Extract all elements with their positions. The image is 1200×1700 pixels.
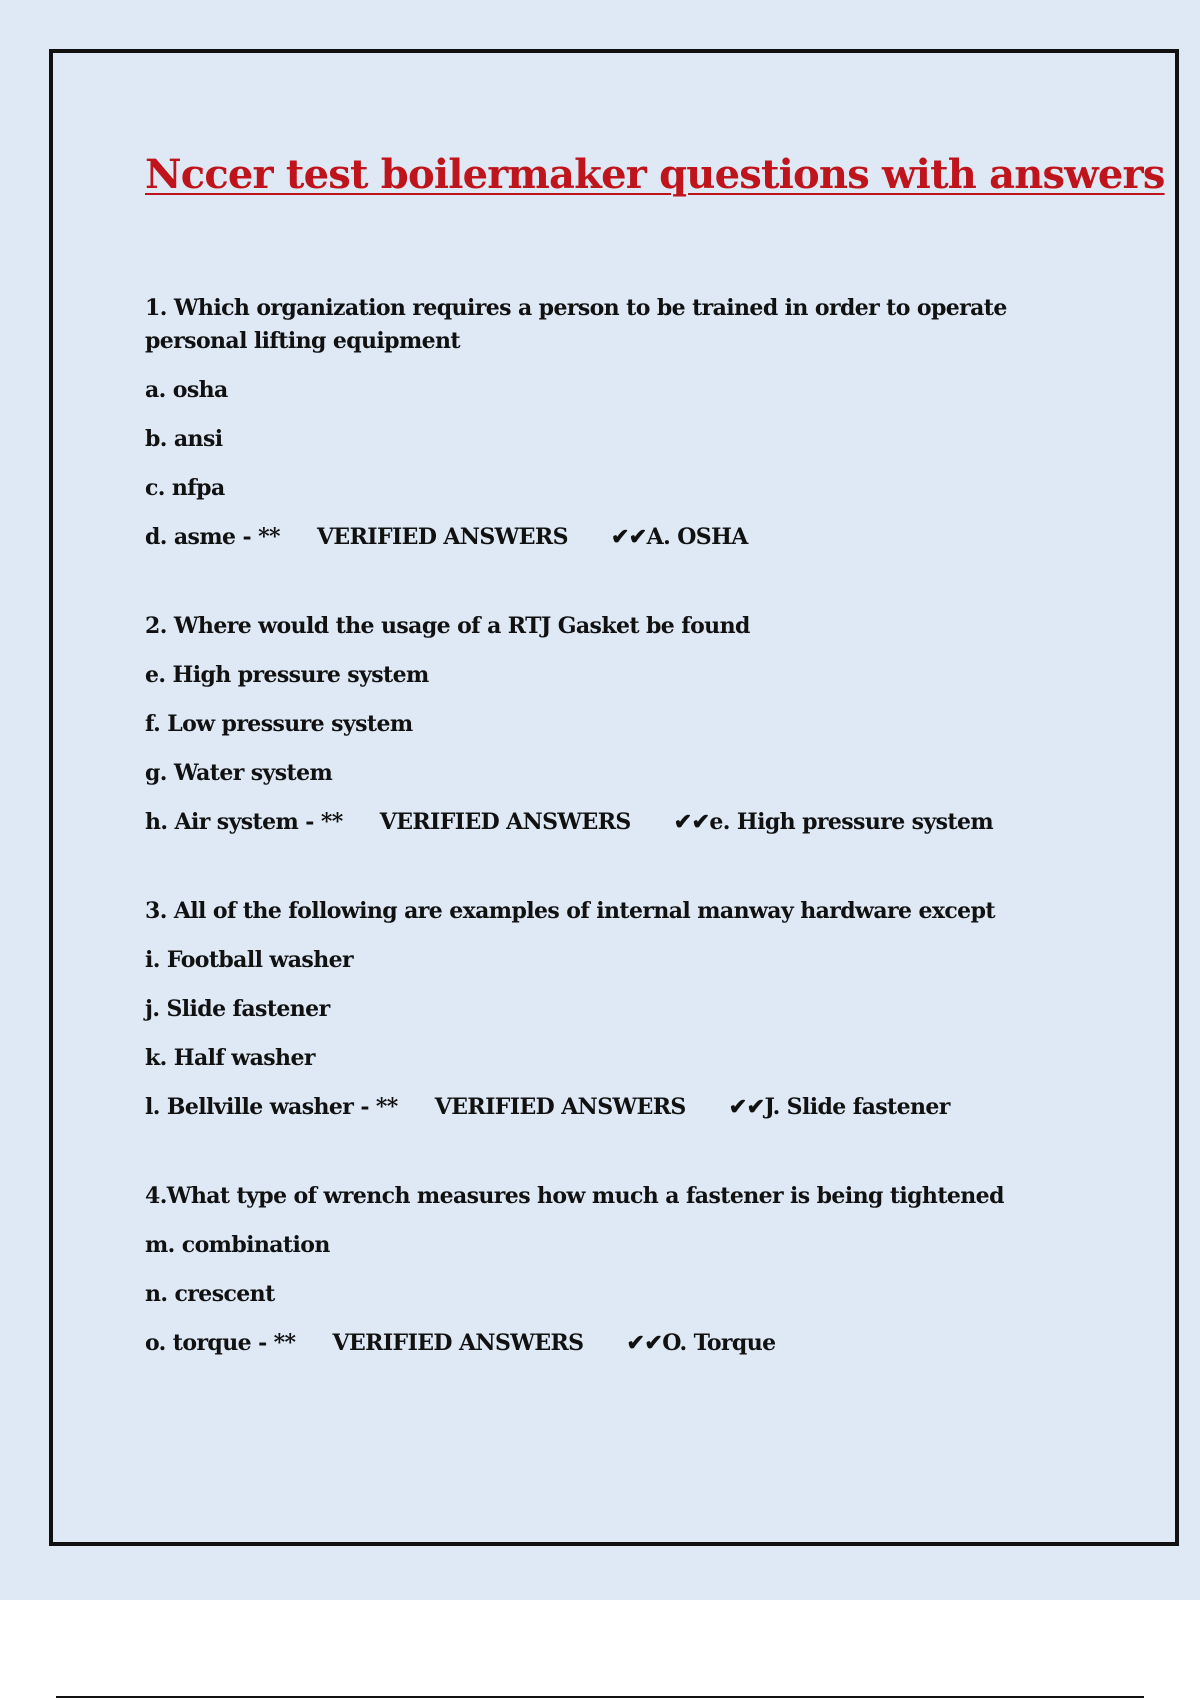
answer-option-with-key: [145, 1091, 1075, 1124]
footer-divider: [56, 1696, 1144, 1698]
answer-option: m. combination: [145, 1232, 330, 1258]
verified-answers-label: VERIFIED ANSWERS: [434, 1094, 686, 1120]
question-1: [145, 292, 1075, 554]
correct-answer: ✔✔A. OSHA: [610, 524, 748, 550]
document-content: [145, 150, 1165, 1416]
answer-option-with-key: [145, 1327, 1075, 1360]
answer-option-text: d. asme - **: [145, 524, 280, 550]
question-text: 4.What type of wrench measures how much a fastener is being tightened: [145, 1183, 1004, 1209]
question-list: [145, 292, 1075, 1360]
answer-option: i. Football washer: [145, 947, 353, 973]
verified-answers-label: VERIFIED ANSWERS: [316, 524, 568, 550]
answer-option: c. nfpa: [145, 475, 225, 501]
question-text: 1. Which organization requires a person to be trained in order to operate personal lifting equipment: [145, 295, 1007, 354]
answer-option-text: l. Bellville washer - **: [145, 1094, 398, 1120]
verified-answers-label: VERIFIED ANSWERS: [332, 1330, 584, 1356]
answer-option: j. Slide fastener: [145, 996, 330, 1022]
answer-option: a. osha: [145, 377, 228, 403]
answer-option: f. Low pressure system: [145, 711, 413, 737]
verified-answers-label: VERIFIED ANSWERS: [379, 809, 631, 835]
answer-option: e. High pressure system: [145, 662, 429, 688]
document-title: Nccer test boilermaker questions with answers: [145, 151, 1165, 198]
answer-option-with-key: [145, 521, 1075, 554]
question-text: 2. Where would the usage of a RTJ Gasket be found: [145, 613, 750, 639]
answer-option: g. Water system: [145, 760, 333, 786]
question-4: [145, 1180, 1075, 1360]
correct-answer: ✔✔e. High pressure system: [673, 809, 994, 835]
question-2: [145, 610, 1075, 839]
question-text: 3. All of the following are examples of internal manway hardware except: [145, 898, 995, 924]
answer-option: n. crescent: [145, 1281, 275, 1307]
correct-answer: ✔✔J. Slide fastener: [728, 1094, 950, 1120]
correct-answer: ✔✔O. Torque: [626, 1330, 776, 1356]
answer-option-text: h. Air system - **: [145, 809, 343, 835]
answer-option-text: o. torque - **: [145, 1330, 296, 1356]
answer-option: k. Half washer: [145, 1045, 315, 1071]
answer-option: b. ansi: [145, 426, 223, 452]
answer-option-with-key: [145, 806, 1075, 839]
question-3: [145, 895, 1075, 1124]
